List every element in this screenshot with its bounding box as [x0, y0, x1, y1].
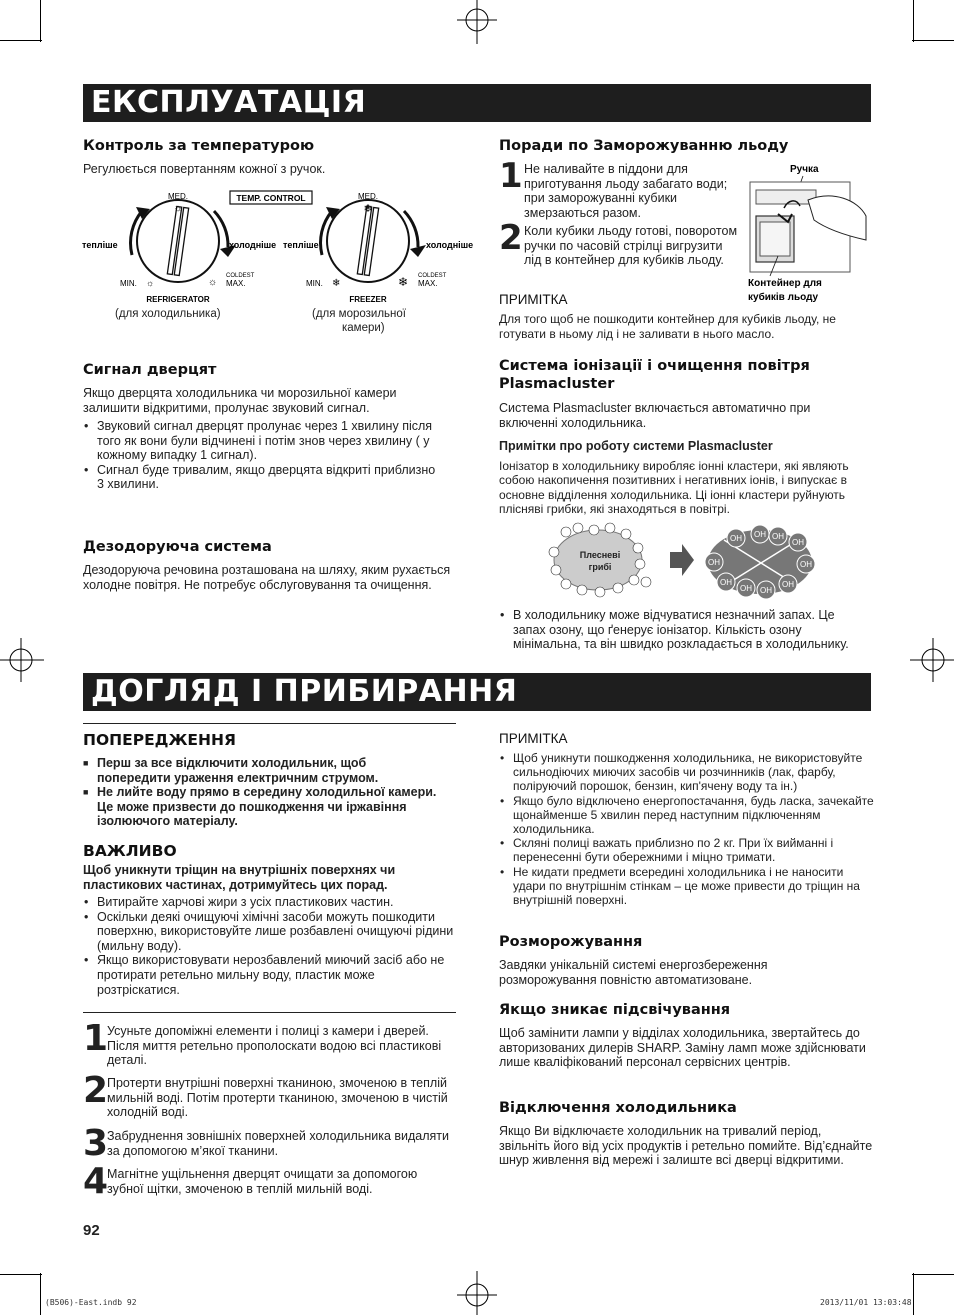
step-number: 1 [83, 1018, 109, 1059]
caption-freezer-1: (для морозильної [312, 308, 406, 320]
light-text: Щоб замінити лампи у відділах холодильника, звертайтесь до авторизованих дилерів SHARP. Заміну ламп може здійснювати лише кваліфікований персонал сервісних центрів. [499, 1026, 866, 1070]
cleaning-step-2 [83, 1070, 458, 1124]
plasmacluster-text-2: Іонізатор в холодильнику виробляє іонні кластери, які являють собою накопичення позитивних і негативних іонів, і випускає в основне відділення холодильника. Ці іонні кластери руйнують плісняві грибки, які знаходяться в повітрі. [499, 459, 849, 517]
handle-label: Ручка [790, 164, 819, 175]
svg-text:OH: OH [754, 530, 766, 539]
list-item: • Сигнал буде тривалим, якщо дверцята відкриті приблизно 3 хвилини. [83, 463, 443, 492]
defrost-text: Завдяки унікальній системі енергозбереження розморожування повністю автоматизоване. [499, 958, 768, 987]
svg-text:Плесневі: Плесневі [579, 550, 621, 560]
ion-cluster [705, 525, 815, 599]
registration-mark-bottom [455, 1271, 499, 1315]
cleaning-step-3 [83, 1123, 458, 1165]
cleaning-step-4 [83, 1161, 458, 1203]
ice-tips-title: Поради по Заморожуванню льоду [499, 138, 789, 154]
svg-text:OH: OH [782, 580, 794, 589]
crop-mark [0, 1274, 42, 1275]
step-text: Не наливайте в піддони для приготування льоду забагато води; при заморожуванні кубики змерзаються разом. [524, 162, 728, 220]
door-alarm-text-2: залишити відкритими, пролунає звуковий сигнал. [83, 401, 370, 415]
colder-label: холодніше [426, 240, 474, 250]
door-alarm-title: Сигнал дверцят [83, 362, 217, 378]
container-label-2: кубиків льоду [748, 292, 819, 303]
registration-mark-left [0, 638, 44, 682]
temp-control-desc: Регулюється повертанням кожної з ручок. [83, 162, 326, 176]
care-note-list [499, 751, 875, 907]
step-text: Усуньте допоміжні елементи і полиці з камери і дверей. Після миття ретельно прополоскати водою всі пластикові деталі. [107, 1024, 442, 1068]
list-item: • Звуковий сигнал дверцят пролунає через 1 хвилину після того як вони були відчинені і потім знов через хвилину ( у кожному випадку 1 сигнал). [83, 419, 443, 463]
mold-cluster [549, 523, 651, 597]
refrigerator-dial [82, 192, 276, 304]
svg-text:OH: OH [772, 532, 784, 541]
svg-text:OH: OH [740, 584, 752, 593]
ice-note-text: Для того щоб не пошкодити контейнер для кубиків льоду, не готувати в ньому лід і не заливати в нього масло. [499, 312, 836, 341]
crop-mark [912, 40, 954, 41]
max-label: MAX. [418, 279, 438, 288]
med-label: MED. [168, 192, 188, 201]
warning-list [83, 756, 443, 829]
coldest-label: COLDEST [418, 273, 447, 279]
plasmacluster-illustration [548, 520, 828, 602]
power-off-text: Якщо Ви відключаєте холодильник на тривалий період, звільніть його від усіх продуктів і ретельно помийте. Від’єднайте шнур живлення від мережі і залиште всі дверці відкритими. [499, 1124, 873, 1168]
step-number: 2 [499, 218, 523, 258]
divider [83, 1012, 456, 1013]
freezer-dial [283, 192, 473, 304]
section-banner-operation: ЕКСПЛУАТАЦІЯ [83, 84, 871, 122]
max-label: MAX. [226, 279, 246, 288]
svg-text:OH: OH [760, 586, 772, 595]
section-banner-care: ДОГЛЯД І ПРИБИРАННЯ [83, 673, 871, 711]
step-text: Магнітне ущільнення дверцят очищати за допомогою зубної щітки, змоченою в теплій мильній воді. [107, 1167, 418, 1196]
crop-mark [913, 1273, 914, 1315]
coldest-label: COLDEST [226, 273, 255, 279]
ice-maker-illustration [748, 160, 873, 305]
caption-refrigerator: (для холодильника) [115, 308, 221, 320]
list-item: • В холодильнику може відчуватися незначний запах. Це запах озону, що ґенерує іонізатор. Кількість озону мінімальна, та він швидко розкладається в холодильнику. [499, 608, 859, 652]
list-item: ■ Перш за все відключити холодильник, щоб попередити ураження електричним струмом. [83, 756, 443, 785]
door-alarm-text-1: Якщо дверцята холодильника чи морозильної камери [83, 386, 397, 400]
list-item: • Не кидати предмети всередині холодильника і не наносити удари по внутрішнім стінкам – це може привести до тріщин на внутрішній поверхні. [499, 865, 875, 908]
door-alarm-list [83, 419, 443, 492]
crop-mark [913, 0, 914, 42]
step-text: Забруднення зовнішніх поверхней холодильника видаляти за допомогою м’якої тканини. [107, 1129, 450, 1158]
crop-mark [0, 40, 42, 41]
list-item: • Скляні полиці важать приблизно по 2 кг. При їх вийманні і перенесенні бути обережними і міцно тримати. [499, 836, 875, 864]
step-text: Протерти внутрішні поверхні тканиною, змоченою в теплій мильній воді. Потім протерти тканиною, змоченою в чистій холодній воді. [107, 1076, 448, 1120]
svg-text:❄: ❄ [332, 278, 341, 289]
crop-mark [40, 1273, 41, 1315]
power-off-title: Відключення холодильника [499, 1100, 737, 1116]
care-note-title: ПРИМІТКА [499, 731, 568, 746]
svg-text:OH: OH [708, 558, 720, 567]
cleaning-step-1 [83, 1018, 458, 1072]
light-title: Якщо зникає підсвічування [499, 1002, 731, 1018]
divider [83, 723, 456, 724]
svg-text:☼: ☼ [208, 277, 218, 288]
deodorizer-title: Дезодоруюча система [83, 539, 272, 555]
temperature-dials-illustration [80, 185, 474, 310]
min-label: MIN. [306, 279, 323, 288]
step-number: 3 [83, 1123, 109, 1164]
step-number: 1 [499, 156, 523, 196]
registration-mark-right [910, 638, 954, 682]
crop-mark [912, 1274, 954, 1275]
temp-control-badge: TEMP. CONTROL [236, 193, 306, 203]
freezer-label: FREEZER [349, 295, 387, 304]
svg-text:❄: ❄ [398, 275, 409, 289]
important-lead: Щоб уникнути тріщин на внутрішніх поверхнях чи пластикових частинах, дотримуйтесь цих порад. [83, 863, 396, 892]
crop-mark [40, 0, 41, 42]
deodorizer-text: Дезодоруюча речовина розташована на шляху, яким рухається холодне повітря. Не потребує обслуговування та очищення. [83, 563, 451, 592]
list-item: • Якщо було відключено енергопостачання, будь ласка, зачекайте щонайменше 5 хвилин перед наступним підключенням холодильника. [499, 794, 875, 837]
step-text: Коли кубики льоду готові, поворотом ручки по часовій стрілці вигрузити лід в контейнер для кубиків льоду. [524, 224, 738, 268]
svg-text:❄: ❄ [363, 203, 373, 215]
svg-text:OH: OH [800, 560, 812, 569]
ice-step-1 [499, 156, 744, 224]
svg-text:OH: OH [792, 538, 804, 547]
temp-control-title: Контроль за температурою [83, 138, 315, 154]
svg-text:OH: OH [720, 578, 732, 587]
plasmacluster-subtitle: Примітки про роботу системи Plasmacluster [499, 439, 773, 453]
list-item: • Якщо використовувати нерозбавлений миючий засіб або не протирати ретельно мильну воду, пластик може розтріскатися. [83, 953, 458, 997]
warning-title: ПОПЕРЕДЖЕННЯ [83, 731, 236, 749]
ice-step-2 [499, 218, 744, 286]
list-item: • Витирайте харчові жири з усіх пластикових частин. [83, 895, 458, 910]
warmer-label: тепліше [82, 240, 118, 250]
svg-text:грибі: грибі [588, 562, 612, 572]
svg-text:OH: OH [730, 534, 742, 543]
plasmacluster-list [499, 608, 859, 652]
step-number: 4 [83, 1161, 109, 1202]
footer-timestamp: 2013/11/01 13:03:48 [820, 1298, 912, 1307]
svg-text:☼: ☼ [173, 203, 183, 214]
list-item: • Оскільки деякі очищуючі хімічні засоби можуть пошкодити поверхню, використовуйте лише розбавлені очищуючі рідини (мильну воду). [83, 910, 458, 954]
plasmacluster-text: Система Plasmacluster включається автоматично при включенні холодильника. [499, 401, 811, 430]
defrost-title: Розморожування [499, 934, 643, 950]
caption-freezer-2: камери) [342, 322, 385, 334]
plasmacluster-title: Система іонізації і очищення повітря Plasmacluster [499, 358, 810, 392]
list-item: • Щоб уникнути пошкодження холодильника, не використовуйте сильнодіючих миючих засобів чи розчинників (лак, фарбу, поліруючий порошок, бензин, кип'ячену воду та ін.) [499, 751, 875, 794]
refrigerator-label: REFRIGERATOR [146, 295, 210, 304]
footer-file: (B506)-East.indb 92 [45, 1298, 137, 1307]
min-label: MIN. [120, 279, 137, 288]
important-list [83, 895, 458, 997]
page-number: 92 [83, 1222, 100, 1239]
colder-label: холодніше [229, 240, 277, 250]
svg-text:☼: ☼ [146, 278, 155, 288]
container-label-1: Контейнер для [748, 278, 822, 289]
registration-mark-top [455, 0, 499, 44]
ice-note-title: ПРИМІТКА [499, 292, 568, 307]
important-title: ВАЖЛИВО [83, 842, 177, 860]
med-label: MED. [358, 192, 378, 201]
step-number: 2 [83, 1070, 109, 1111]
list-item: ■ Не лийте воду прямо в середину холодильної камери. Це може призвести до пошкодження чи іржавіння ізолюючого матеріалу. [83, 785, 443, 829]
warmer-label: тепліше [283, 240, 319, 250]
